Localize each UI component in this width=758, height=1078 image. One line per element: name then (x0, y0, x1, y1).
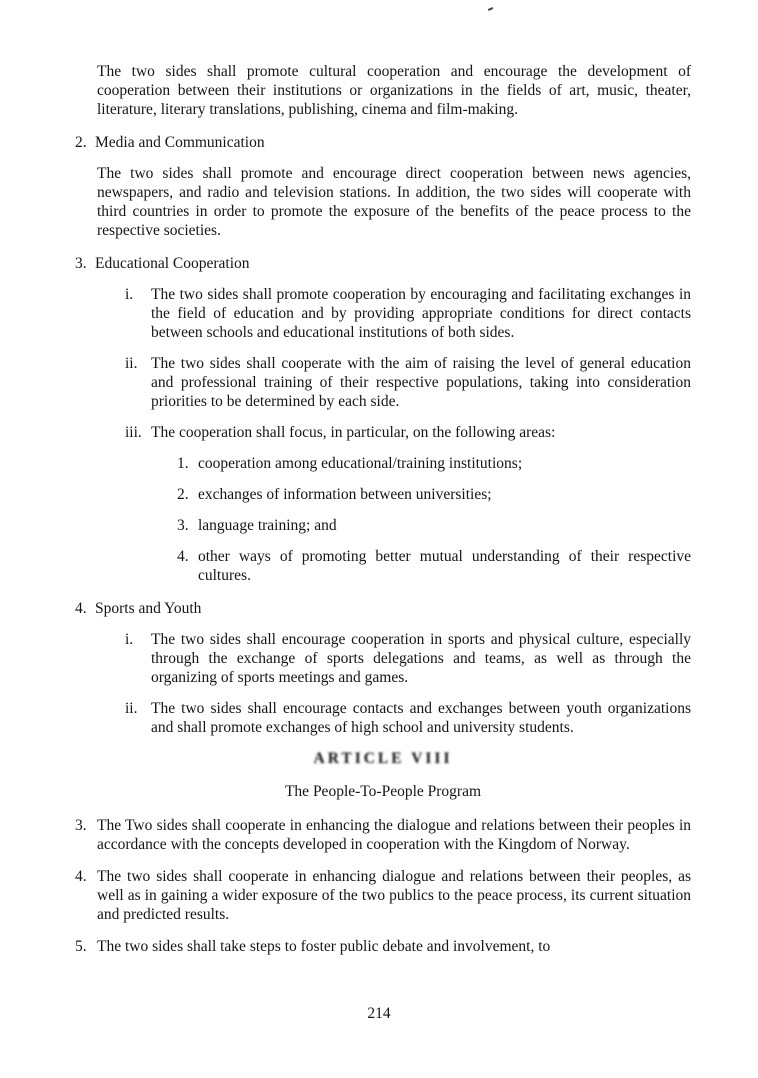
list-item-text: The two sides shall take steps to foster public debate and involvement, to (97, 938, 551, 955)
section-3-heading (75, 254, 691, 273)
list-item-text: cooperation among educational/training institutions; (198, 455, 523, 472)
list-item (177, 516, 691, 535)
list-item-marker: 4. (75, 868, 87, 885)
article-heading: ARTICLE VIII (313, 749, 453, 768)
list-item-text: The two sides shall encourage contacts and exchanges between youth organizations and shall promote exchanges of high school and university students. (151, 700, 691, 736)
article-subtitle: The People-To-People Program (284, 783, 482, 800)
list-item-marker: i. (125, 286, 134, 303)
list-item (75, 816, 691, 854)
section-2-paragraph: The two sides shall promote and encourage direct cooperation between news agencies, newspapers, and radio and television stations. In addition, the two sides will cooperate with third countries in order to promote the exposure of the benefits of the peace process to the respective societies. (97, 165, 691, 239)
section-2-number: 2. (75, 134, 87, 151)
list-item-text: The cooperation shall focus, in particular, on the following areas: (151, 424, 556, 441)
list-item-text: The two sides shall promote cooperation by encouraging and facilitating exchanges in the field of education and by providing appropriate conditions for direct contacts between schools and educational institutions of both sides. (151, 286, 691, 341)
section-2-heading (75, 133, 691, 152)
list-item (177, 485, 691, 504)
list-item (125, 423, 691, 442)
list-item (75, 937, 691, 956)
list-item (75, 867, 691, 924)
list-item-marker: 4. (177, 548, 189, 565)
page-number: 214 (367, 1005, 391, 1022)
list-item (125, 630, 691, 687)
list-item-marker: 3. (177, 517, 189, 534)
list-item-marker: 1. (177, 455, 189, 472)
list-item (125, 699, 691, 737)
list-item (177, 454, 691, 473)
list-item-text: The two sides shall encourage cooperation in sports and physical culture, especially through the exchange of sports delegations and teams, as well as through the organizing of sports meetings and games. (151, 631, 691, 686)
list-item-marker: 2. (177, 486, 189, 503)
list-item-marker: i. (125, 631, 134, 648)
list-item (125, 354, 691, 411)
list-item-text: The two sides shall cooperate with the aim of raising the level of general education and professional training of their respective populations, taking into consideration priorities to be determined by each side. (151, 355, 691, 410)
list-item-marker: ii. (125, 700, 138, 717)
list-item-text: The Two sides shall cooperate in enhancing the dialogue and relations between their peoples in accordance with the concepts developed in cooperation with the Kingdom of Norway. (97, 817, 691, 853)
list-item-text: The two sides shall cooperate in enhancing dialogue and relations between their peoples, as well as in gaining a wider exposure of the two publics to the peace process, its current situation and predicted results. (97, 868, 691, 923)
list-item-text: language training; and (198, 517, 337, 534)
section-4-heading (75, 599, 691, 618)
section-2-title: Media and Communication (95, 134, 265, 151)
section-4-number: 4. (75, 600, 87, 617)
section-3-number: 3. (75, 255, 87, 272)
list-item (125, 285, 691, 342)
list-item-text: other ways of promoting better mutual understanding of their respective cultures. (198, 548, 691, 584)
section-4-title: Sports and Youth (95, 600, 202, 617)
list-item-marker: 5. (75, 938, 87, 955)
list-item-marker: 3. (75, 817, 87, 834)
list-item (177, 547, 691, 585)
section-3-title: Educational Cooperation (95, 255, 250, 272)
list-item-marker: iii. (125, 424, 142, 441)
intro-paragraph: The two sides shall promote cultural cooperation and encourage the development of cooperation between their institutions or organizations in the fields of art, music, theater, literature, literary translations, publishing, cinema and film-making. (97, 63, 691, 118)
list-item-text: exchanges of information between universities; (198, 486, 492, 503)
list-item-marker: ii. (125, 355, 138, 372)
